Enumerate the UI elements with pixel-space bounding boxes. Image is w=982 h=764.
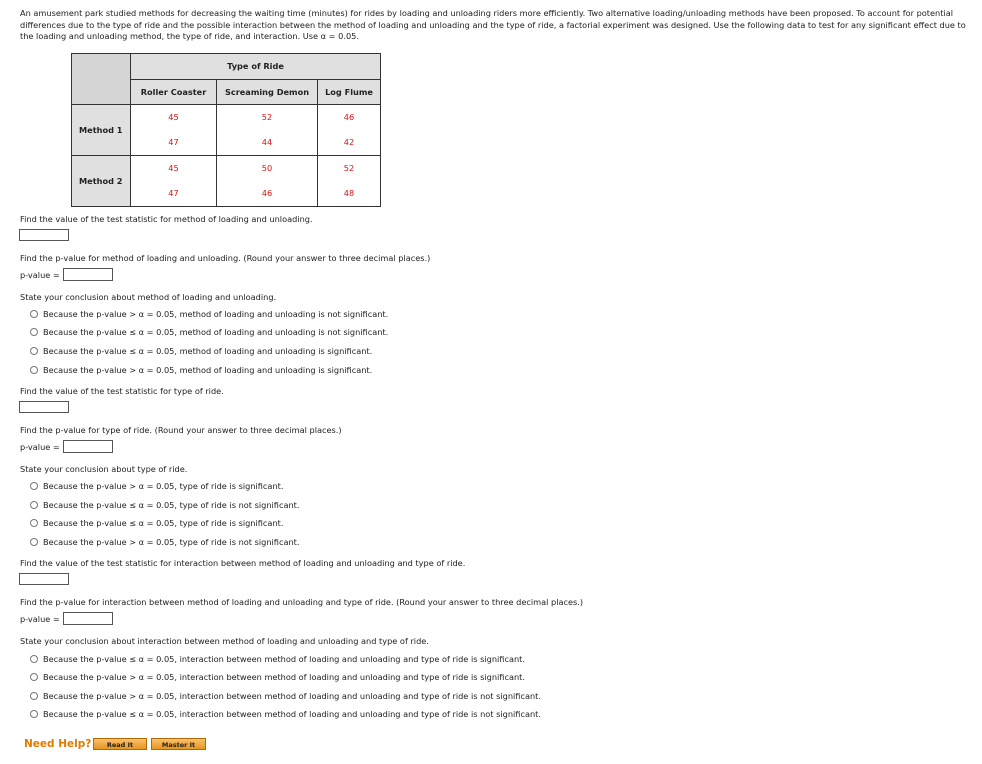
interaction-option-3[interactable]: Because the p-value > α = 0.05, interaction between method of loading and unloading and type of ride is not significant.: [30, 691, 541, 701]
master-it-button[interactable]: Master It: [151, 738, 206, 750]
row-header-method-1: Method 1: [72, 105, 131, 156]
method-pvalue-input[interactable]: [63, 268, 113, 281]
interaction-option-2[interactable]: Because the p-value > α = 0.05, interaction between method of loading and unloading and type of ride is significant.: [30, 672, 525, 682]
pvalue-label: p-value =: [20, 613, 60, 624]
radio-icon[interactable]: [30, 347, 38, 355]
method-option-3[interactable]: Because the p-value ≤ α = 0.05, method of loading and unloading is significant.: [30, 346, 372, 356]
interaction-conclusion-prompt: State your conclusion about interaction between method of loading and unloading and type of ride.: [20, 636, 429, 646]
method-stat-input[interactable]: [19, 229, 69, 241]
radio-icon[interactable]: [30, 692, 38, 700]
table-cell: 50 46: [217, 156, 318, 207]
radio-icon[interactable]: [30, 519, 38, 527]
radio-icon[interactable]: [30, 673, 38, 681]
ride-p-prompt: Find the p-value for type of ride. (Round your answer to three decimal places.): [20, 425, 342, 435]
problem-intro: An amusement park studied methods for decreasing the waiting time (minutes) for rides by loading and unloading riders more efficiently. Two alternative loading/unloading methods have been proposed. To account for potential differences due to the type of ride and the possible interaction between the method of loading and unloading and the type of ride, a factorial experiment was designed. Use the following data to test for any significant effect due to the loading and unloading method, the type of ride, and interaction. Use α = 0.05.: [20, 8, 966, 41]
interaction-pvalue-row: [20, 612, 113, 625]
radio-icon[interactable]: [30, 501, 38, 509]
row-header-method-2: Method 2: [72, 156, 131, 207]
ride-option-2[interactable]: Because the p-value ≤ α = 0.05, type of ride is not significant.: [30, 500, 299, 510]
interaction-p-prompt: Find the p-value for interaction between method of loading and unloading and type of ride. (Round your answer to three decimal places.): [20, 597, 584, 607]
table-cell: 45 47: [131, 156, 217, 207]
ride-pvalue-row: [20, 440, 113, 453]
col-header-log-flume: Log Flume: [318, 79, 381, 105]
col-header-screaming-demon: Screaming Demon: [217, 79, 318, 105]
ride-stat-prompt: Find the value of the test statistic for type of ride.: [20, 386, 224, 396]
ride-option-1[interactable]: Because the p-value > α = 0.05, type of ride is significant.: [30, 481, 283, 491]
method-pvalue-row: [20, 268, 113, 281]
ride-option-4[interactable]: Because the p-value > α = 0.05, type of ride is not significant.: [30, 537, 299, 547]
pvalue-label: p-value =: [20, 269, 60, 280]
radio-icon[interactable]: [30, 366, 38, 374]
radio-icon[interactable]: [30, 538, 38, 546]
type-of-ride-header: Type of Ride: [131, 54, 381, 80]
table-cell: 52 48: [318, 156, 381, 207]
ride-conclusion-prompt: State your conclusion about type of ride.: [20, 464, 188, 474]
radio-icon[interactable]: [30, 310, 38, 318]
table-cell: 46 42: [318, 105, 381, 156]
radio-icon[interactable]: [30, 655, 38, 663]
ride-option-3[interactable]: Because the p-value ≤ α = 0.05, type of ride is significant.: [30, 518, 283, 528]
read-it-button[interactable]: Read It: [93, 738, 147, 750]
method-conclusion-prompt: State your conclusion about method of loading and unloading.: [20, 292, 277, 302]
radio-icon[interactable]: [30, 328, 38, 336]
radio-icon[interactable]: [30, 482, 38, 490]
radio-icon[interactable]: [30, 710, 38, 718]
interaction-stat-prompt: Find the value of the test statistic for interaction between method of loading and unloading and type of ride.: [20, 558, 466, 568]
method-option-4[interactable]: Because the p-value > α = 0.05, method of loading and unloading is significant.: [30, 365, 372, 375]
method-stat-prompt: Find the value of the test statistic for method of loading and unloading.: [20, 214, 313, 224]
table-cell: 52 44: [217, 105, 318, 156]
interaction-stat-input[interactable]: [19, 573, 69, 585]
interaction-option-1[interactable]: Because the p-value ≤ α = 0.05, interaction between method of loading and unloading and type of ride is significant.: [30, 654, 525, 664]
need-help-label: Need Help?: [24, 738, 92, 750]
method-option-2[interactable]: Because the p-value ≤ α = 0.05, method of loading and unloading is not significant.: [30, 327, 388, 337]
table-corner: [72, 54, 131, 105]
method-option-1[interactable]: Because the p-value > α = 0.05, method of loading and unloading is not significant.: [30, 309, 388, 319]
col-header-roller-coaster: Roller Coaster: [131, 79, 217, 105]
interaction-option-4[interactable]: Because the p-value ≤ α = 0.05, interaction between method of loading and unloading and type of ride is not significant.: [30, 709, 541, 719]
ride-stat-input[interactable]: [19, 401, 69, 413]
table-cell: 45 47: [131, 105, 217, 156]
ride-pvalue-input[interactable]: [63, 440, 113, 453]
pvalue-label: p-value =: [20, 441, 60, 452]
method-p-prompt: Find the p-value for method of loading and unloading. (Round your answer to three decimal places.): [20, 253, 431, 263]
data-table: [71, 53, 381, 207]
interaction-pvalue-input[interactable]: [63, 612, 113, 625]
